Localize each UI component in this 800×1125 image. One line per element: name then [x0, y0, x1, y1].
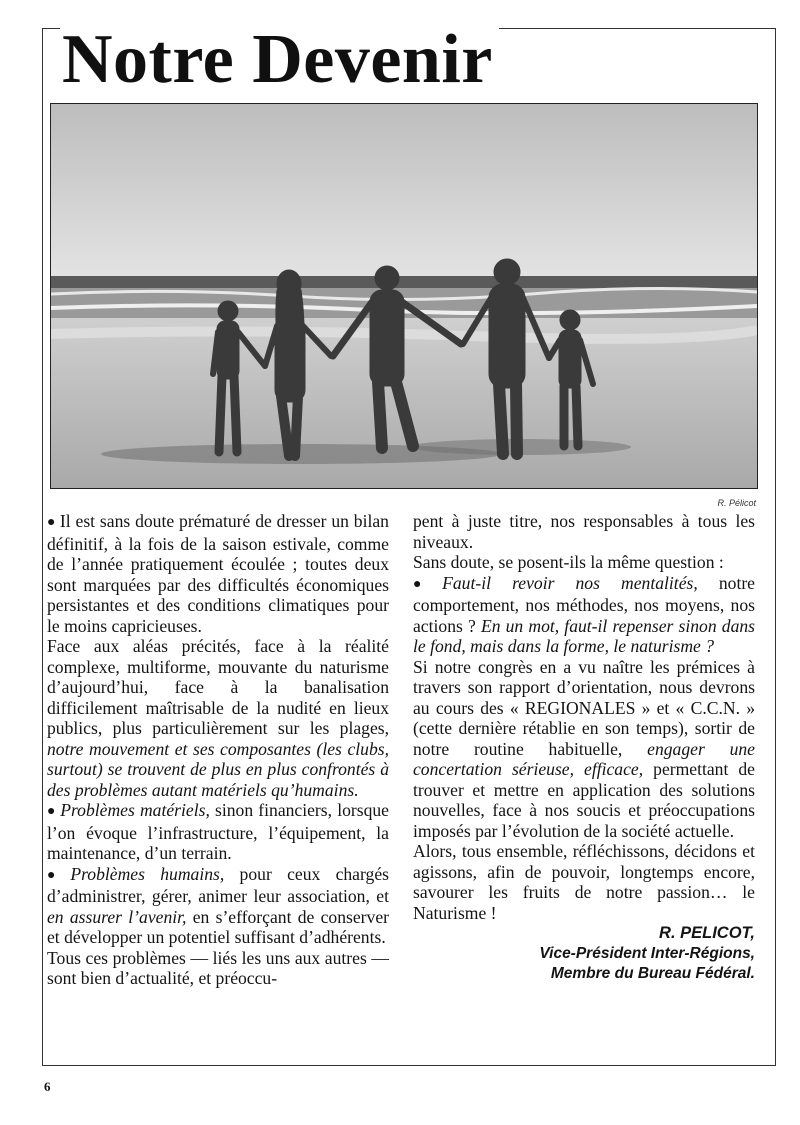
signature-role-2: Membre du Bureau Fédéral. — [550, 965, 755, 982]
signature-name: R. PELICOT, — [659, 924, 755, 942]
paragraph-9: Si notre congrès en a vu naître les prémices à travers son rapport d’orientation, nous devrons au cours des « REGIONALES » et « C.C.N. » (cette dernière rétablie en son temps), sortir de notre routine habituelle, engager une concertation sérieuse, efficace, permettant de trouver et mettre en application des solutions nouvelles, face à nos soucis et préoccupations imposés par l’évolution de la société actuelle. — [413, 656, 755, 841]
bullet-icon: ● — [47, 515, 56, 530]
paragraph-8: ● Faut-il revoir nos mentalités, notre comportement, nos méthodes, nos moyens, nos actions ? En un mot, faut-il repenser sinon dans le fond, mais dans la forme, le naturisme ? — [413, 572, 756, 656]
signature-block — [413, 923, 755, 985]
bullet-icon: ● — [47, 804, 57, 819]
paragraph-6: pent à juste titre, nos responsables à tous les niveaux. — [413, 511, 755, 552]
beach-family-illustration — [51, 104, 757, 488]
paragraph-3: ● Problèmes matériels, sinon financiers, lorsque l’on évoque l’infrastructure, l’équipement, la maintenance, d’un terrain. — [47, 800, 389, 863]
right-column — [413, 511, 755, 985]
page-number: 6 — [44, 1079, 51, 1094]
paragraph-7: Sans doute, se posent-ils la même question : — [413, 552, 724, 572]
signature-role-1: Vice-Président Inter-Régions, — [539, 944, 755, 962]
paragraph-2: Face aux aléas précités, face à la réalité complexe, multiforme, mouvante du naturisme d’aujourd’hui, face à la banalisation difficilement maîtrisable de la nudité en lieux publics, plus particulièrement sur les plages, notre mouvement et ses composantes (les clubs, surtout) se trouvent de plus en plus confrontés à des problèmes autant matériels qu’humains. — [47, 636, 389, 800]
photo-credit: R. Pélicot — [717, 498, 756, 508]
paragraph-5: Tous ces problèmes — liés les uns aux autres — sont bien d’actualité, et préoccu- — [47, 947, 389, 988]
bullet-icon: ● — [47, 867, 67, 883]
paragraph-4: ● Problèmes humains, pour ceux chargés d’administrer, gérer, animer leur association, et en assurer l’avenir, en s’efforçant de conserver et développer un potentiel suffisant d’adhérents. — [47, 863, 389, 947]
paragraph-1: ● Il est sans doute prématuré de dresser un bilan définitif, à la fois de la saison estivale, comme de l’année pratiquement écoulée ; toutes deux sont marquées par des difficultés économiques persistantes et des conditions climatiques pour le moins capricieuses. — [47, 511, 389, 636]
beach-photo — [50, 103, 758, 489]
paragraph-10: Alors, tous ensemble, réfléchissons, décidons et agissons, afin de pouvoir, longtemps encore, savourer les fruits de notre passion… le Naturisme ! — [413, 841, 755, 923]
left-column — [47, 511, 389, 989]
article-title: Notre Devenir — [60, 18, 499, 102]
bullet-icon: ● — [413, 576, 439, 592]
